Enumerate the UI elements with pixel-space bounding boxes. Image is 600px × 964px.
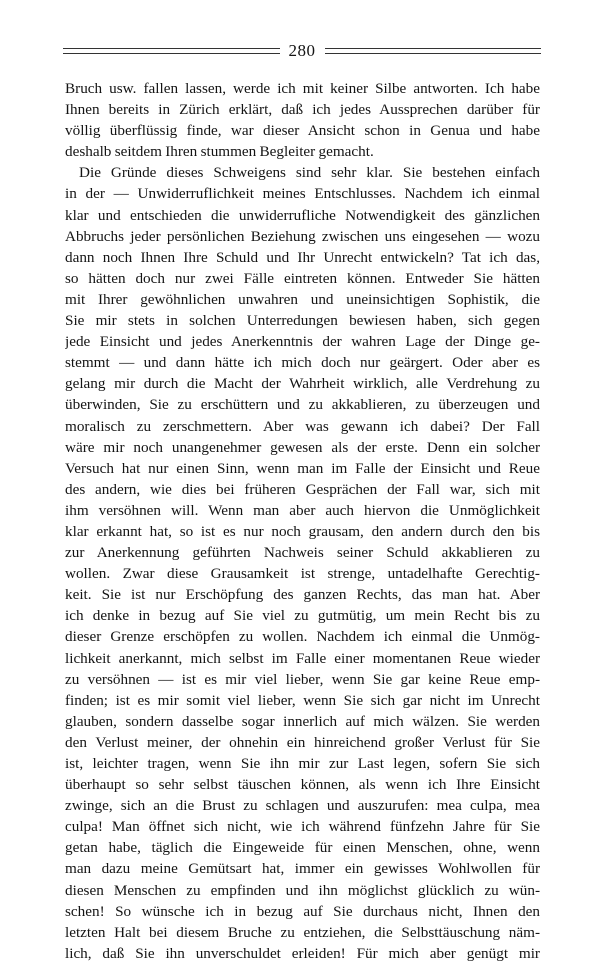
text-line: ich denke in bezug auf Sie viel zu gutmütig, um mein Recht bis zu: [65, 607, 540, 625]
text-line: moralisch zu zerschmettern. Aber was gewann ich dabei? Der Fall: [65, 417, 540, 435]
text-line: Ihnen bereits in Zürich erklärt, daß ich jedes Aussprechen darüber für: [65, 101, 540, 119]
text-line: finden; ist es mir somit viel lieber, wenn Sie sich gar nicht im Unrecht: [65, 691, 540, 709]
text-line: Bruch usw. fallen lassen, werde ich mit keiner Silbe antworten. Ich habe: [65, 80, 540, 97]
text-line: wollen. Zwar diese Grausamkeit ist strenge, untadelhafte Gerechtig-: [65, 565, 540, 583]
text-line: wäre mir noch unangenehmer gewesen als der erste. Denn ein solcher: [65, 438, 540, 456]
text-line: zu versöhnen — ist es mir viel lieber, wenn Sie gar keine Reue emp-: [65, 670, 540, 688]
text-line: lich, daß Sie ihn unverschuldet erleiden! Für mich aber genügt mir: [65, 944, 540, 962]
text-line: schen! So wünsche ich in bezug auf Sie durchaus nicht, Ihnen den: [65, 902, 540, 920]
text-line: klar und entschieden die unwiderrufliche Notwendigkeit des gänzlichen: [65, 206, 540, 224]
text-line: in der — Unwiderruflichkeit meines Entschlusses. Nachdem ich einmal: [65, 185, 540, 203]
text-line: jede Einsicht und jedes Anerkenntnis der wahren Lage der Dinge ge-: [65, 333, 540, 351]
text-line: des andern, wie dies bei früheren Gesprächen der Fall war, sich mit: [65, 480, 540, 498]
text-line: zur Anerkennung geführten Nachweis seiner Schuld akkablieren zu: [65, 544, 540, 562]
header-rule-right: [325, 48, 542, 54]
text-line: deshalb seitdem Ihren stummen Begleiter gemacht.: [65, 143, 374, 161]
text-line: stemmt — und dann hätte ich mich doch nur geärgert. Oder aber es: [65, 354, 540, 372]
text-line: zwinge, sich an die Brust zu schlagen und auszurufen: mea culpa, mea: [65, 797, 540, 815]
text-line: culpa! Man öffnet sich nicht, wie ich während fünfzehn Jahre für Sie: [65, 818, 540, 836]
text-line: ihm versöhnen will. Wenn man aber auch hiervon die Unmöglichkeit: [65, 501, 540, 519]
body-text: [65, 78, 540, 964]
text-line: völlig überflüssig finde, war dieser Ansicht schon in Genua und habe: [65, 122, 540, 140]
text-line: dann noch Ihnen Ihre Schuld und Ihr Unrecht entwickeln? Tat ich das,: [65, 248, 540, 266]
text-line: überhaupt so sehr selbst täuschen können, als wenn ich Ihre Einsicht: [65, 776, 540, 794]
text-line: diesen Menschen zu empfinden und ihn möglichst glücklich zu wün-: [65, 881, 540, 899]
text-line: Die Gründe dieses Schweigens sind sehr klar. Sie bestehen einfach: [79, 164, 540, 182]
text-line: so hätten doch nur zwei Fälle eintreten können. Entweder Sie hätten: [65, 269, 540, 287]
text-line: getan habe, täglich die Eingeweide für einen Menschen, ohne, wenn: [65, 839, 540, 857]
text-line: Sie mir stets in solchen Unterredungen bewiesen haben, sich gegen: [65, 312, 540, 330]
text-line: letzten Halt bei diesem Bruche zu entziehen, die Selbsttäuschung näm-: [65, 923, 540, 941]
text-line: überwinden, Sie zu erschüttern und zu akkablieren, zu überzeugen und: [65, 396, 540, 414]
text-line: dieser Grenze erschöpfen zu wollen. Nachdem ich einmal die Unmög-: [65, 628, 540, 646]
text-line: keit. Sie ist nur Erschöpfung des ganzen Rechts, das man hat. Aber: [65, 586, 540, 604]
text-line: gelang mir durch die Macht der Wahrheit wirklich, alle Verdrehung zu: [65, 375, 540, 393]
page-number: 280: [288, 41, 316, 60]
text-line: glauben, sondern dasselbe sogar innerlich auf mich wälzen. Sie werden: [65, 712, 540, 730]
page-header: [63, 40, 541, 62]
text-line: ist, leichter tragen, wenn Sie ihn mir zur Last legen, sofern Sie sich: [65, 755, 540, 772]
header-rule-left: [63, 48, 280, 54]
text-line: klar erkannt hat, so ist es nur noch grausam, den andern durch den bis: [65, 522, 540, 540]
text-line: Versuch hat nur einen Sinn, wenn man im Falle der Einsicht und Reue: [65, 459, 540, 477]
text-line: man dazu meine Gemütsart hat, immer ein gewisses Wohlwollen für: [65, 860, 540, 878]
text-line: den Verlust meiner, der ohnehin ein hinreichend großer Verlust für Sie: [65, 733, 540, 751]
text-line: Abbruchs jeder persönlichen Beziehung zwischen uns eingesehen — wozu: [65, 227, 540, 245]
text-line: lichkeit anerkannt, mich selbst im Falle einer momentanen Reue wieder: [65, 649, 540, 667]
text-line: mit Ihrer gewöhnlichen unwahren und uneinsichtigen Sophistik, die: [65, 290, 540, 308]
